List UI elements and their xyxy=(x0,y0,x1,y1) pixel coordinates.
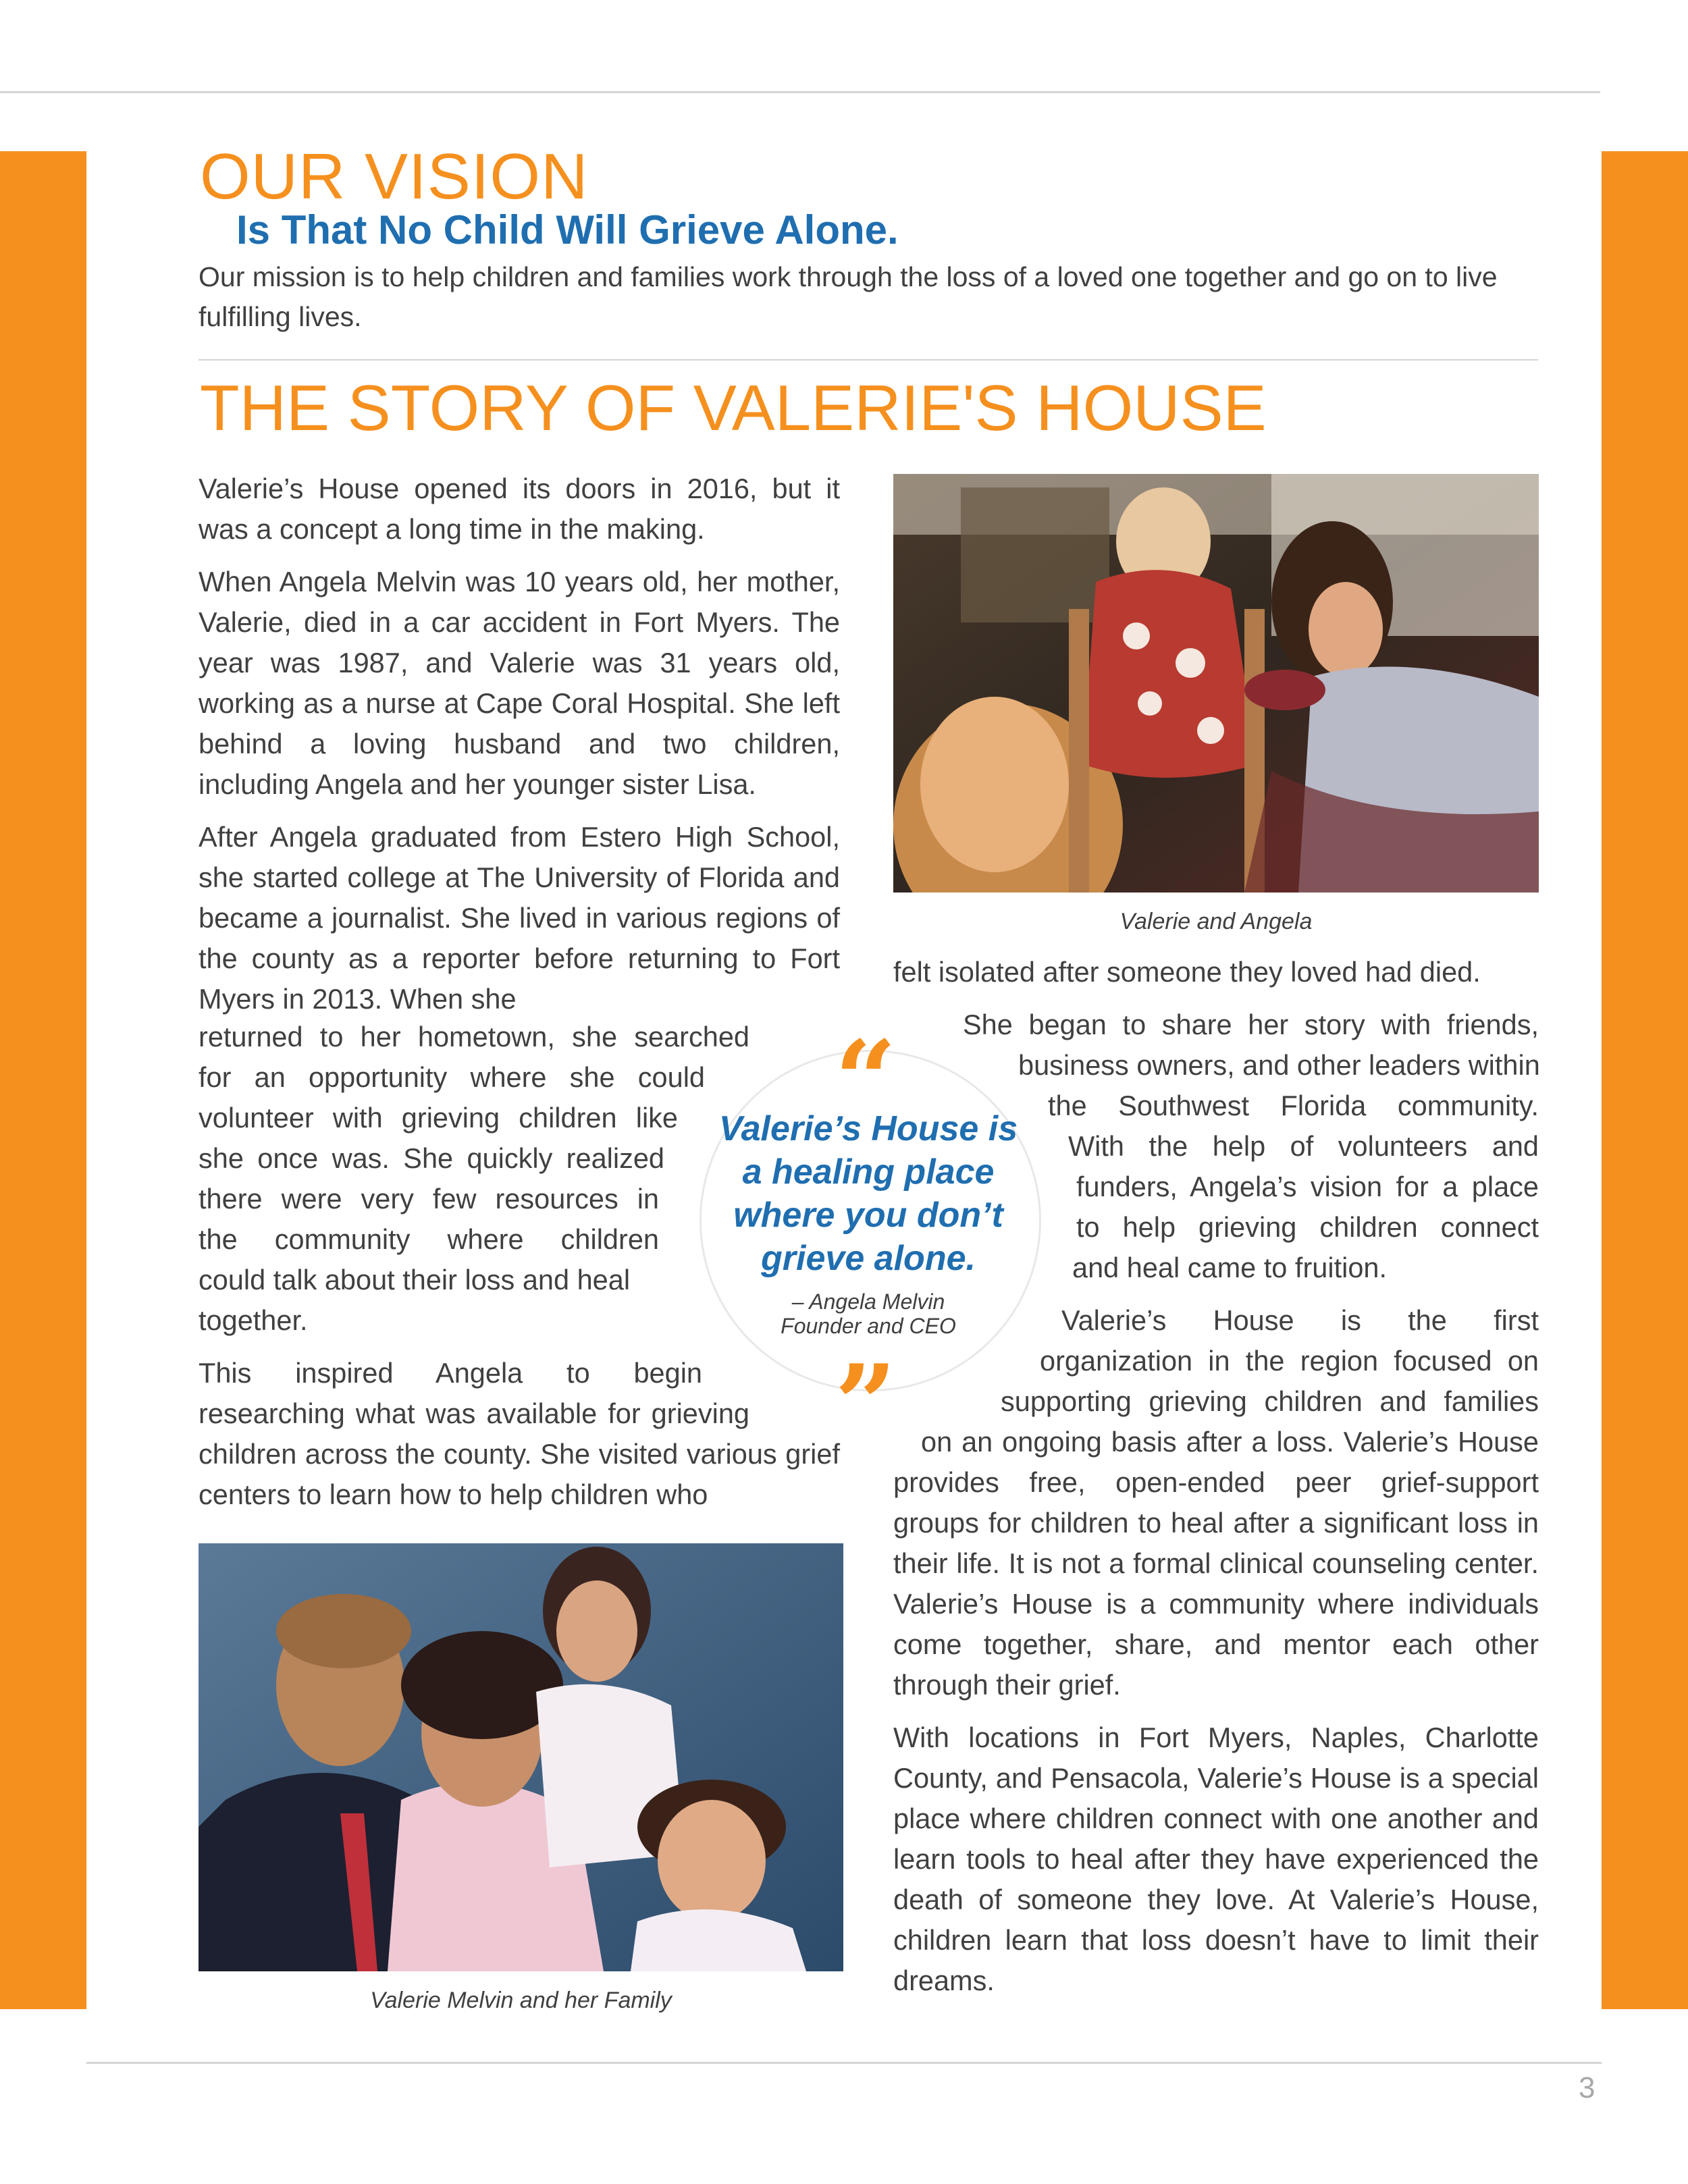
story-line: there were very few resources in xyxy=(199,1183,659,1215)
left-accent-bar xyxy=(0,151,86,2009)
story-line: She began to share her story with friends, xyxy=(963,1009,1539,1040)
photo-caption: Valerie and Angela xyxy=(1119,909,1313,934)
page-number: 3 xyxy=(1579,2071,1595,2104)
story-line: to help grieving children connect xyxy=(1076,1211,1539,1243)
story-line: researching what was available for grieving xyxy=(199,1397,749,1429)
story-line: the Southwest Florida community. xyxy=(1048,1090,1539,1121)
story-line: on an ongoing basis after a loss. Valerie’s House xyxy=(921,1426,1539,1458)
top-rule xyxy=(0,91,1600,93)
vision-heading: OUR VISION xyxy=(200,140,589,213)
story-line: supporting grieving children and families xyxy=(1001,1385,1539,1417)
mission-statement: Our mission is to help children and families work through the loss of a loved one together and go on to live fulfilling lives. xyxy=(199,261,1498,332)
pull-quote-text: Valerie’s House is a healing place where you don’t grieve alone. xyxy=(718,1109,1018,1278)
bottom-rule xyxy=(86,2062,1602,2064)
story-paragraph: children across the county. She visited various grief centers to learn how to help children who xyxy=(199,1438,840,1510)
story-line: funders, Angela’s vision for a place xyxy=(1076,1171,1539,1202)
story-paragraph: Valerie’s House opened its doors in 2016, but it was a concept a long time in the making. xyxy=(199,473,840,545)
story-paragraph: provides free, open-ended peer grief-support groups for children to heal after a significant loss in their life. It is not a formal clinical counseling center. Valerie’s House is a community where individuals come together, share, and mentor each other through their grief. xyxy=(893,1466,1539,1701)
story-line: Valerie’s House is the first xyxy=(1061,1304,1539,1336)
story-line: and heal came to fruition. xyxy=(1072,1252,1388,1283)
close-quote-icon: ” xyxy=(835,1341,897,1468)
quote-role: Founder and CEO xyxy=(781,1314,956,1338)
melvin-family-photo xyxy=(199,1543,843,1971)
story-heading: THE STORY OF VALERIE'S HOUSE xyxy=(200,372,1267,444)
story-line: business owners, and other leaders within xyxy=(1018,1049,1540,1081)
pull-quote-attribution xyxy=(706,1289,1030,1338)
story-line: felt isolated after someone they loved had died. xyxy=(893,956,1481,988)
story-paragraph: When Angela Melvin was 10 years old, her mother, Valerie, died in a car accident in Fort Myers. The year was 1987, and Valerie was 31 years old, working as a nurse at Cape Coral Hospital. She left behind a loving husband and two children, including Angela and her younger sister Lisa. xyxy=(199,566,840,800)
story-line: With the help of volunteers and xyxy=(1068,1130,1539,1162)
story-line: organization in the region focused on xyxy=(1040,1345,1539,1377)
valerie-and-angela-photo xyxy=(893,474,1539,893)
right-accent-bar xyxy=(1602,151,1688,2009)
story-line: This inspired Angela to begin xyxy=(199,1357,702,1389)
story-line: returned to her hometown, she searched xyxy=(199,1021,749,1053)
story-line: the community where children xyxy=(199,1223,659,1255)
story-paragraph: After Angela graduated from Estero High School, she started college at The University of Florida and became a journalist. She lived in various regions of the county as a reporter before returning to Fort Myers in 2013. When she xyxy=(199,821,840,1015)
story-paragraph: With locations in Fort Myers, Naples, Charlotte County, and Pensacola, Valerie’s House is a special place where children connect with one another and learn tools to heal after they have experienced the death of someone they love. At Valerie’s House, children learn that loss doesn’t have to limit their dreams. xyxy=(893,1722,1539,1996)
open-quote-icon: “ xyxy=(835,1017,897,1144)
story-line: could talk about their loss and heal xyxy=(199,1264,631,1296)
story-line: for an opportunity where she could xyxy=(199,1061,705,1093)
story-line: she once was. She quickly realized xyxy=(199,1142,664,1174)
vision-subheading: Is That No Child Will Grieve Alone. xyxy=(236,207,899,252)
story-line: volunteer with grieving children like xyxy=(199,1102,678,1134)
story-left-column xyxy=(199,469,840,1019)
quote-author: – Angela Melvin xyxy=(791,1289,945,1314)
photo-caption: Valerie Melvin and her Family xyxy=(370,1988,672,2013)
section-divider xyxy=(199,359,1538,361)
story-line: together. xyxy=(199,1304,308,1336)
